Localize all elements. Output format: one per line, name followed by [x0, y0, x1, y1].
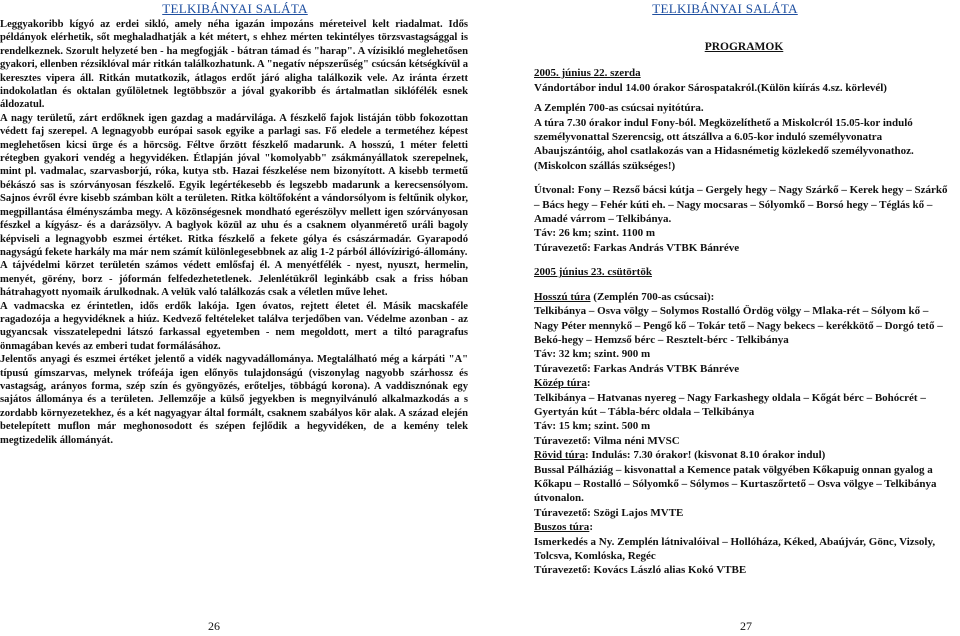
mid-tour-route: Telkibánya – Hatvanas nyereg – Nagy Farkashegy oldala – Kőgát bérc – Bohócrét – Gyertyán kút – Tábla-bérc oldala – Telkibánya	[534, 391, 926, 418]
paragraph-snakes: Leggyakoribb kígyó az erdei sikló, amely néha igazán impozáns méreteivel kelt riadalmat. Idős példányok elérhetik, sőt meghaladhatják a két métert, s ehhez mérten tekintélyes törzsvastagsággal is rendelkeznek. Szorult helyzeté ben - ha megfogják - bátran támad és "harap". A vízisikló meglehetősen gyakori, ellenben rézsiklóval már ritkán találkozhatunk. A "negatív népszerűség" csúcsán kétségkívül a keresztes vipera áll. Ritkán mutatkozik, átlagos erdőt járó aligha találkozik vele. Az iránta érzett indokolatlan és oktalan gyűlöletnek legtöbbször a jóval gyakoribb és ártalmatlan siklófélék esnek áldozatul.	[0, 19, 469, 111]
paragraph-cats: A vadmacska ez érintetlen, idős erdők lakója. Igen óvatos, rejtett életet él. Másik macskaféle ragadozója a hegyvidéknek a hiúz. Kedvező feltételeket találva terjedőben van. Védelme azonban - az ugyancsak visszatelepedni látszó farkassal egyetemben - nem megoldott, mert a tiltó paragrafus önmagában kevés az emberi tudat formálásához.	[0, 300, 468, 352]
program-title: PROGRAMOK	[704, 41, 784, 53]
short-tour-heading	[534, 448, 954, 462]
mid-tour-title: Közép túra	[534, 377, 587, 390]
paragraph-birds: A nagy területű, zárt erdőknek igen gazdag a madárvilága. A fészkelő fajok listáján több fokozottan védett faj szerepel. A legnagyobb európai sasok egyike a parlagi sas. Fő eledele a termetéhez képest meglehetősen kicsi ürge és a hörcsög. Féltve őrzött fészkelő madarunk. A hosszú, 1 méter feletti rétegben gyakori vendég a hegyvidéken. Étlapján jóval "komolyabb" zsákmányállatok szerepelnek, mint pl. vadmalac, szarvasborjú, róka, kutya stb. Hazai fészkelése nem bizonyított. A kisebb termetű békászó sas is szórványosan fészkelő. Egyik legértékesebb és legszebb madarunk a kerecsensólyom. Sajnos évről évre kisebb számban költ a területen. Ritka költőfoként a vándorsólyom is feltűnik olykor, megpillantása élményszámba megy. A közönségesnek mondható egerészölyv mellett igen szórványosan fészkel a kígyász- és a darázsölyv. A baglyok közül az uhu és a csaknem olyanmérető uráli bagoly képviseli a legnagyobb eszmei értéket. Ritka fészkelő a fekete gólya és császármadár. Gyarapodó nagyságú fekete harkály ma már nem számít különlegesebbnek az alig 1-2 párból állóvízirigó-állomány.	[0, 112, 468, 258]
page-header: TELKIBÁNYAI SALÁTA	[652, 1, 798, 16]
bus-tour-leader: Túravezető: Kovács László alias Kokó VTBE	[534, 564, 747, 577]
bus-tour-title: Buszos túra	[534, 521, 590, 534]
right-page	[490, 0, 960, 636]
long-tour-title: Hosszú túra	[534, 290, 591, 303]
long-tour-stats: Táv: 32 km; szint. 900 m	[534, 348, 651, 361]
left-page	[0, 0, 470, 636]
page-header: TELKIBÁNYAI SALÁTA	[162, 1, 308, 16]
bus-tour-heading: Buszos túra:	[534, 521, 593, 534]
day1-stats: Táv: 26 km; szint. 1100 m	[534, 227, 655, 240]
page-number: 26	[208, 619, 220, 633]
long-tour-heading	[534, 290, 954, 304]
mid-tour-stats: Táv: 15 km; szint. 500 m	[534, 420, 651, 433]
day2-date: 2005 június 23. csütörtök	[534, 266, 652, 279]
mid-tour-leader: Túravezető: Vilma néni MVSC	[534, 434, 680, 447]
page-number: 27	[740, 619, 752, 633]
short-tour-start: : Indulás: 7.30 órakor! (kisvonat 8.10 órakor indul)	[585, 449, 826, 462]
day1-route: Útvonal: Fony – Rezső bácsi kútja – Gergely hegy – Nagy Szárkő – Kerek hegy – Szárkő – Bács hegy – Fehér kúti eh. – Nagy mocsaras – Sólyomkő – Borsó hegy – Téglás kő – Amadé várrom – Telkibánya.	[534, 184, 948, 226]
day1-tour-title: A Zemplén 700-as csúcsai nyitótúra.	[534, 102, 704, 115]
paragraph-mammals: A tájvédelmi körzet területén számos védett emlősfaj él. A menyétfélék - nyest, nyuszt, hermelin, menyét, görény, borz - jóformán felfedezhetetlenek. Jelenlétükről leginkább csak a friss hóban hátrahagyott nyomaik árulkodnak. A velük való találkozás csak a véletlen műve lehet.	[0, 260, 468, 299]
paragraph-game: Jelentős anyagi és eszmei értéket jelentő a vidék nagyvadállománya. Megtalálható még a kárpáti "A" típusú gímszarvas, melynek trófeája igen előnyös tulajdonságú (viszonylag nagyobb szárhossz és vastagság, arányos forma, szép szín és gyöngyözés, erőteljes, többágú korona). A vaddisznónak egy sajátos állománya és a területen. Jellemzője a külső jegyekben is megnyilvánuló alkalmazkodás a s zordabb környezetekhez, és a két nagyagyar által formált, csaknem szabályos kör alak. A század elején betelepített muflon már meghonosodott és szépen fejlődik a hegyvidéken, de a kemény telek megtizedelik állományát.	[0, 354, 468, 446]
long-tour-route: Telkibánya – Osva völgy – Solymos Rostalló Ördög völgy – Mlaka-rét – Sólyom kő – Nagy Péter mennykő – Pengő kő – Tokár tető – Nagy bekecs – kerékkötő – Dorgó tető – Bekó-hegy – Hemzső bérc – Resztelt-bérc - Telkibánya	[534, 305, 943, 346]
program-list	[534, 40, 954, 578]
day1-leader: Túravezető: Farkas András VTBK Bánréve	[534, 241, 740, 254]
mid-tour-heading: Közép túra:	[534, 377, 591, 390]
long-tour-leader: Túravezető: Farkas András VTBK Bánréve	[534, 362, 740, 375]
short-tour-leader: Túravezető: Szögi Lajos MVTE	[534, 506, 684, 519]
short-tour-title: Rövid túra	[534, 449, 586, 462]
day1-tour-info: A túra 7.30 órakor indul Fony-ból. Megközelíthető a Miskolcról 15.05-kor induló személyvonattal Szerencsig, ott átszállva a 6.05-kor induló személyvonatra Abaujszántóig, ahol csatlakozás van a Hidasnémetig közlekedő személyvonathoz. (Miskolcon szállás szükséges!)	[534, 116, 914, 172]
day1-date: 2005. június 22. szerda	[534, 67, 641, 80]
short-tour-route: Bussal Pálháziág – kisvonattal a Kemence patak völgyében Kőkapuig onnan gyalog a Kőkapu – Rostalló – Sólyomkő – Sólymos – Kurtaszőrtető – Osva völgye – Telkibánya útvonalon.	[534, 463, 937, 505]
day1-camp: Vándortábor indul 14.00 órakor Sárospatakról.(Külön kiírás 4.sz. körlevél)	[534, 81, 887, 94]
article-body	[0, 18, 468, 447]
bus-tour-route: Ismerkedés a Ny. Zemplén látnivalóival – Hollóháza, Kéked, Abaújvár, Gönc, Vizsoly, Tolcsva, Komlóska, Regéc	[534, 535, 936, 562]
long-tour-subtitle: (Zemplén 700-as csúcsai):	[590, 290, 715, 303]
